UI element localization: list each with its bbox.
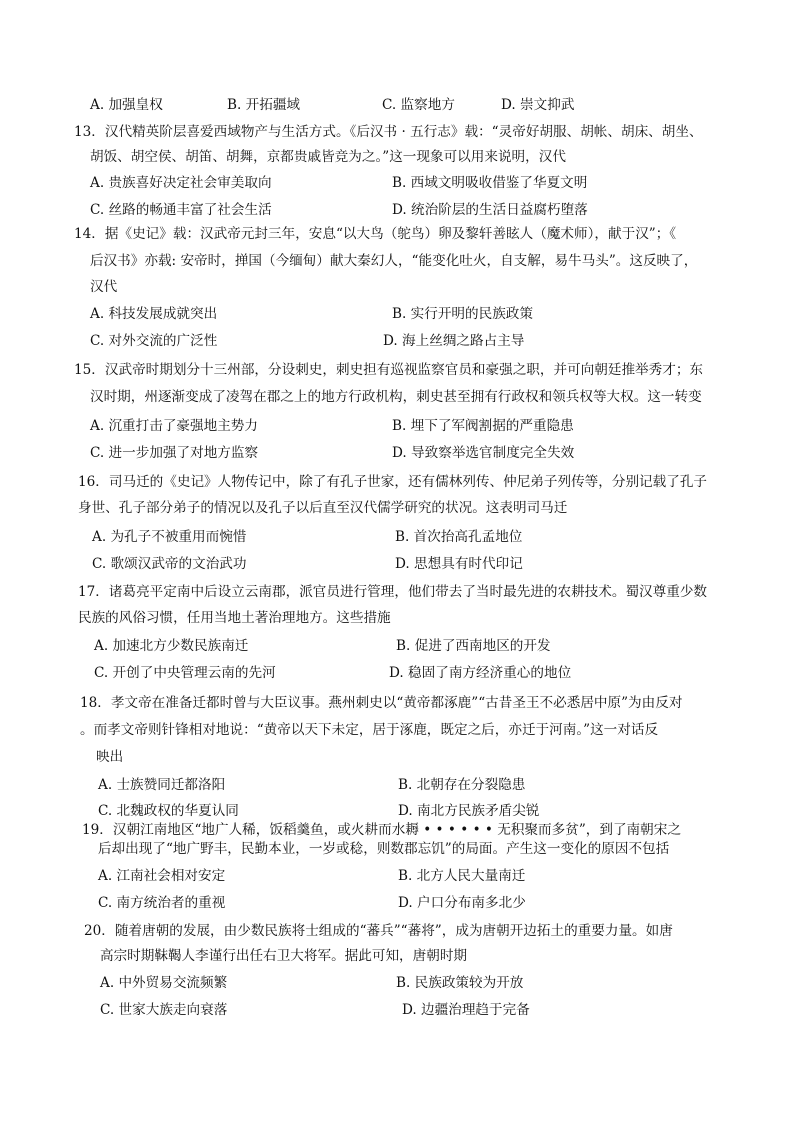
q17-option-b: B. 促进了西南地区的开发 (396, 638, 551, 654)
q14-stem-line-1: 14．据《史记》载：汉武帝元封三年，安息“以大鸟（鸵鸟）卵及黎轩善眩人（魔术师），献于汉”；《 (74, 226, 677, 242)
q18-option-a: A. 士族赞同迁都洛阳 (98, 777, 226, 793)
q13-option-c: C. 丝路的畅通丰富了社会生活 (90, 202, 272, 218)
q18-option-b: B. 北朝存在分裂隐患 (398, 777, 526, 793)
q20-option-c: C. 世家大族走向衰落 (100, 1002, 228, 1018)
q17-stem-line-1: 17．诸葛亮平定南中后设立云南郡，派官员进行管理，他们带去了当时最先进的农耕技术。蜀汉尊重少数 (78, 584, 708, 600)
q19-option-c: C. 南方统治者的重视 (98, 895, 226, 911)
q13-option-a: A. 贵族喜好决定社会审美取向 (90, 175, 272, 191)
q19-option-d: D. 户口分布南多北少 (398, 895, 526, 911)
q18-stem-line-1: 18．孝文帝在准备迁都时曾与大臣议事。燕州刺史以“黄帝都涿鹿”“古昔圣王不必悉居中原”为由反对 (80, 695, 683, 711)
q20-option-d: D. 边疆治理趋于完备 (402, 1002, 530, 1018)
q19-option-a: A. 江南社会相对安定 (98, 868, 226, 884)
q16-option-d: D. 思想具有时代印记 (395, 556, 523, 572)
q14-stem-line-3: 汉代 (90, 279, 118, 295)
q20-stem-line-2: 高宗时期靺鞨人李谨行出任右卫大将军。据此可知，唐朝时期 (100, 948, 468, 964)
q16-option-c: C. 歌颂汉武帝的文治武功 (92, 556, 247, 572)
q14-option-b: B. 实行开明的民族政策 (392, 306, 533, 322)
q14-option-d: D. 海上丝绸之路占主导 (383, 333, 525, 349)
q17-option-c: C. 开创了中央管理云南的先河 (94, 665, 276, 681)
q17-option-d: D. 稳固了南方经济重心的地位 (389, 665, 572, 681)
q15-option-d: D. 导致察举选官制度完全失效 (392, 445, 575, 461)
q12-option-a: A. 加强皇权 (90, 97, 163, 113)
q13-stem-line-2: 胡饭、胡空侯、胡笛、胡舞，京都贵戚皆竞为之。”这一现象可以用来说明，汉代 (90, 149, 566, 165)
q16-stem-line-2: 身世、孔子部分弟子的情况以及孔子以后直至汉代儒学研究的状况。这表明司马迁 (78, 500, 568, 516)
q19-stem-line-1: 19．汉朝江南地区“地广人稀，饭稻羹鱼，或火耕而水耨 • • • • • • 无积聚而多贫”，到了南朝宋之 (82, 822, 681, 838)
q18-stem-line-2: 。而孝文帝则针锋相对地说：“黄帝以天下未定，居于涿鹿，既定之后，亦迁于河南。”这一对话反 (80, 722, 659, 738)
q18-stem-line-3: 映出 (96, 749, 124, 765)
q12-option-c: C. 监察地方 (382, 97, 455, 113)
q16-option-b: B. 首次抬高孔孟地位 (395, 529, 523, 545)
q15-stem-line-2: 汉时期，州逐渐变成了凌驾在郡之上的地方行政机构，刺史甚至拥有行政权和领兵权等大权。这一转变 (90, 389, 702, 405)
q17-option-a: A. 加速北方少数民族南迁 (94, 638, 249, 654)
q16-option-a: A. 为孔子不被重用而惋惜 (92, 529, 247, 545)
q13-option-d: D. 统治阶层的生活日益腐朽堕落 (392, 202, 588, 218)
q14-option-a: A. 科技发展成就突出 (90, 306, 218, 322)
q14-stem-line-2: 后汉书》亦载: 安帝时，掸国（今缅甸）献大秦幻人，“能变化吐火，自支解，易牛马头”。这反映了， (90, 253, 698, 269)
q20-stem-line-1: 20．随着唐朝的发展，由少数民族将士组成的“蕃兵”“蕃将”，成为唐朝开边拓土的重要力量。如唐 (84, 923, 673, 939)
q13-option-b: B. 西域文明吸收借鉴了华夏文明 (392, 175, 588, 191)
q18-option-d: D. 南北方民族矛盾尖锐 (398, 803, 540, 819)
q13-stem-line-1: 13．汉代精英阶层喜爱西域物产与生活方式。《后汉书 · 五行志》载：“灵帝好胡服、胡帐、胡床、胡坐、 (74, 124, 703, 140)
q12-option-b: B. 开拓疆域 (227, 97, 301, 113)
q15-option-b: B. 埋下了军阀割据的严重隐患 (392, 418, 574, 434)
q12-option-d: D. 崇文抑武 (501, 97, 575, 113)
q15-stem-line-1: 15．汉武帝时期划分十三州部，分设刺史，刺史担有巡视监察官员和豪强之职，并可向朝廷推举秀才；东 (74, 362, 704, 378)
q19-stem-line-2: 后却出现了“地广野丰，民勤本业，一岁或稔，则数郡忘饥”的局面。产生这一变化的原因不包括 (98, 841, 670, 857)
q16-stem-line-1: 16．司马迁的《史记》人物传记中，除了有孔子世家，还有儒林列传、仲尼弟子列传等，分别记载了孔子 (78, 474, 708, 490)
q20-option-b: B. 民族政策较为开放 (396, 975, 524, 991)
q15-option-a: A. 沉重打击了豪强地主势力 (90, 418, 258, 434)
q18-option-c: C. 北魏政权的华夏认同 (98, 803, 239, 819)
q17-stem-line-2: 民族的风俗习惯，任用当地土著治理地方。这些措施 (78, 610, 391, 626)
q20-option-a: A. 中外贸易交流频繁 (100, 975, 228, 991)
q15-option-c: C. 进一步加强了对地方监察 (90, 445, 259, 461)
q14-option-c: C. 对外交流的广泛性 (90, 333, 218, 349)
q19-option-b: B. 北方人民大量南迁 (398, 868, 526, 884)
